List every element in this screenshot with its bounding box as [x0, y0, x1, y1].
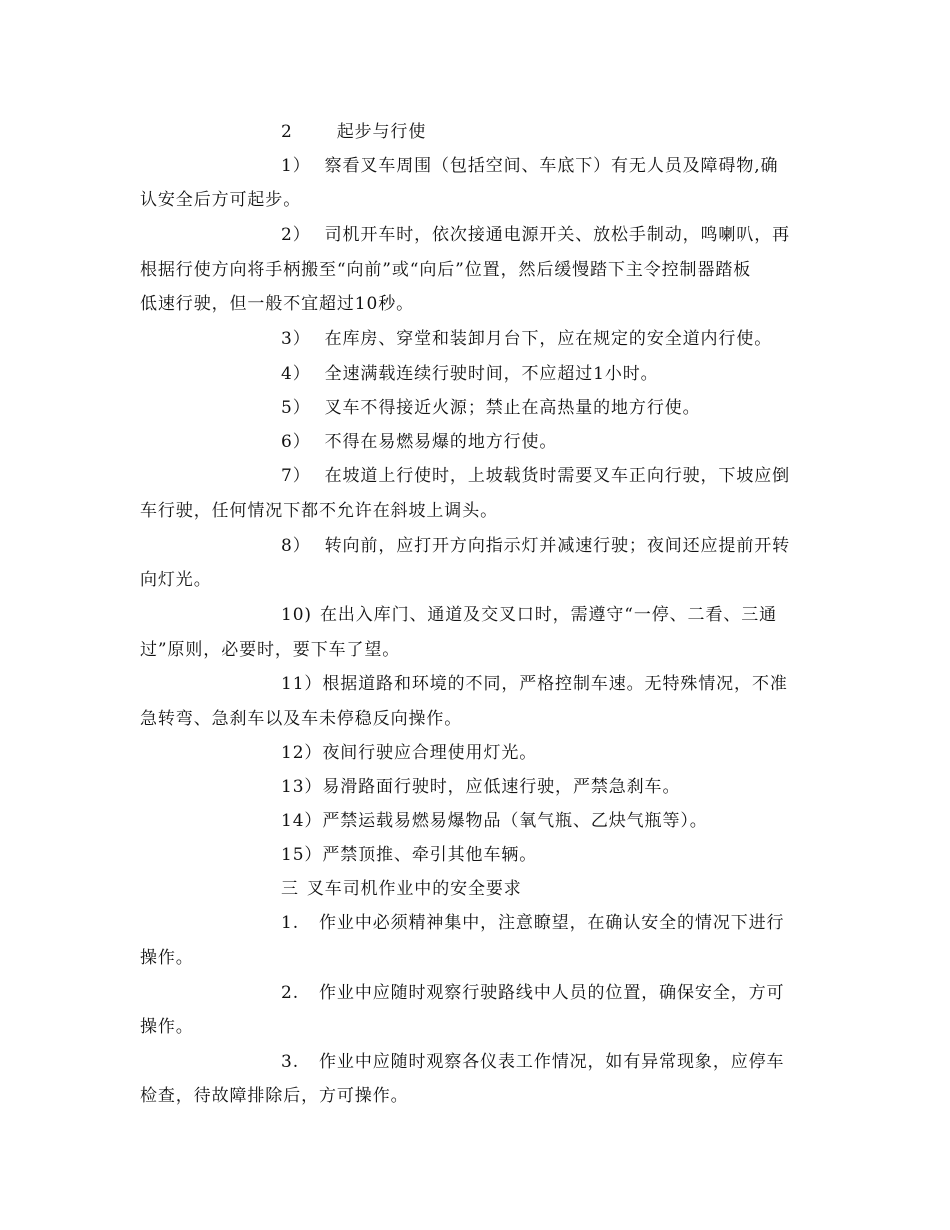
item-text-continuation: 认安全后方可起步。	[140, 190, 302, 210]
item-text-line: 司机开车时，依次接通电源开关、放松手制动，鸣喇叭，再	[324, 225, 791, 245]
item-number: 10)	[281, 605, 312, 625]
section-title: 起步与行使	[336, 122, 427, 142]
item-text-continuation: 急转弯、急刹车以及车未停稳反向操作。	[140, 709, 463, 729]
list-item	[281, 912, 821, 934]
item-number: 1）	[281, 156, 311, 176]
item-number: 3）	[281, 329, 311, 349]
item-text-line: 在坡道上行使时，上坡载货时需要叉车正向行驶，下坡应倒	[324, 466, 791, 486]
list-item	[281, 224, 821, 246]
item-text-line: 在库房、穿堂和装卸月台下，应在规定的安全道内行使。	[324, 329, 773, 349]
item-text-line: 作业中应随时观察各仪表工作情况，如有异常现象，应停车	[319, 1052, 785, 1072]
section-number: 三	[281, 879, 299, 899]
item-text-line: 察看叉车周围（包括空间、车底下）有无人员及障碍物,确	[324, 156, 779, 176]
item-text-line: 转向前，应打开方向指示灯并减速行驶；夜间还应提前开转	[324, 536, 791, 556]
item-text-continuation: 向灯光。	[140, 570, 212, 590]
item-text-line: 夜间行驶应合理使用灯光。	[322, 743, 538, 763]
item-text-continuation: 车行驶，任何情况下都不允许在斜坡上调头。	[140, 501, 498, 521]
list-item	[281, 1051, 821, 1073]
item-number: 5）	[281, 398, 311, 418]
list-item	[281, 810, 821, 832]
list-item	[281, 844, 821, 866]
list-item	[281, 328, 821, 350]
list-item	[281, 604, 821, 626]
item-text-line: 严禁运载易燃易爆物品（氧气瓶、乙炔气瓶等）。	[322, 811, 708, 831]
item-number: 6）	[281, 432, 311, 452]
list-item	[281, 673, 821, 695]
item-text-line: 作业中应随时观察行驶路线中人员的位置，确保安全，方可	[319, 983, 785, 1003]
item-text-line: 作业中必须精神集中，注意瞭望，在确认安全的情况下进行	[319, 913, 785, 933]
item-number: 2.	[281, 983, 300, 1003]
item-text-line: 不得在易燃易爆的地方行使。	[324, 432, 558, 452]
item-number: 4）	[281, 364, 311, 384]
item-text-line: 易滑路面行驶时，应低速行驶，严禁急刹车。	[322, 777, 681, 797]
item-number: 3.	[281, 1052, 300, 1072]
item-text-line: 叉车不得接近火源；禁止在高热量的地方行使。	[324, 398, 701, 418]
item-text-line: 在出入库门、通道及交叉口时，需遵守“一停、二看、三通	[319, 605, 778, 625]
section-heading	[281, 878, 821, 900]
item-text-continuation: 操作。	[140, 1017, 194, 1037]
list-item	[281, 155, 821, 177]
item-text-line: 根据道路和环境的不同，严格控制车速。无特殊情况，不准	[322, 674, 788, 694]
list-item	[281, 982, 821, 1004]
item-number: 13）	[281, 777, 323, 797]
item-number: 14）	[281, 811, 323, 831]
item-text-continuation: 检查，待故障排除后，方可操作。	[140, 1086, 409, 1106]
item-number: 2）	[281, 225, 311, 245]
item-number: 12）	[281, 743, 323, 763]
item-number: 7）	[281, 466, 311, 486]
list-item	[281, 431, 821, 453]
item-text-line: 严禁顶推、牵引其他车辆。	[322, 845, 538, 865]
list-item	[281, 397, 821, 419]
section-title: 叉车司机作业中的安全要求	[306, 879, 522, 899]
item-number: 8）	[281, 536, 311, 556]
item-text-line: 全速满载连续行驶时间，不应超过1小时。	[324, 364, 659, 384]
list-item	[281, 742, 821, 764]
section-heading	[281, 121, 821, 143]
list-item	[281, 535, 821, 557]
section-number: 2	[281, 122, 293, 142]
list-item	[281, 776, 821, 798]
item-text-continuation: 过”原则，必要时，要下车了望。	[140, 640, 401, 660]
item-text-continuation: 低速行驶，但一般不宜超过10秒。	[140, 294, 415, 314]
item-number: 15）	[281, 845, 323, 865]
list-item	[281, 465, 821, 487]
item-text-continuation: 操作。	[140, 948, 194, 968]
item-number: 11）	[281, 674, 323, 694]
item-text-continuation: 根据行使方向将手柄搬至“向前”或“向后”位置，然后缓慢踏下主令控制器踏板	[140, 260, 752, 280]
list-item	[281, 363, 821, 385]
item-number: 1.	[281, 913, 300, 933]
